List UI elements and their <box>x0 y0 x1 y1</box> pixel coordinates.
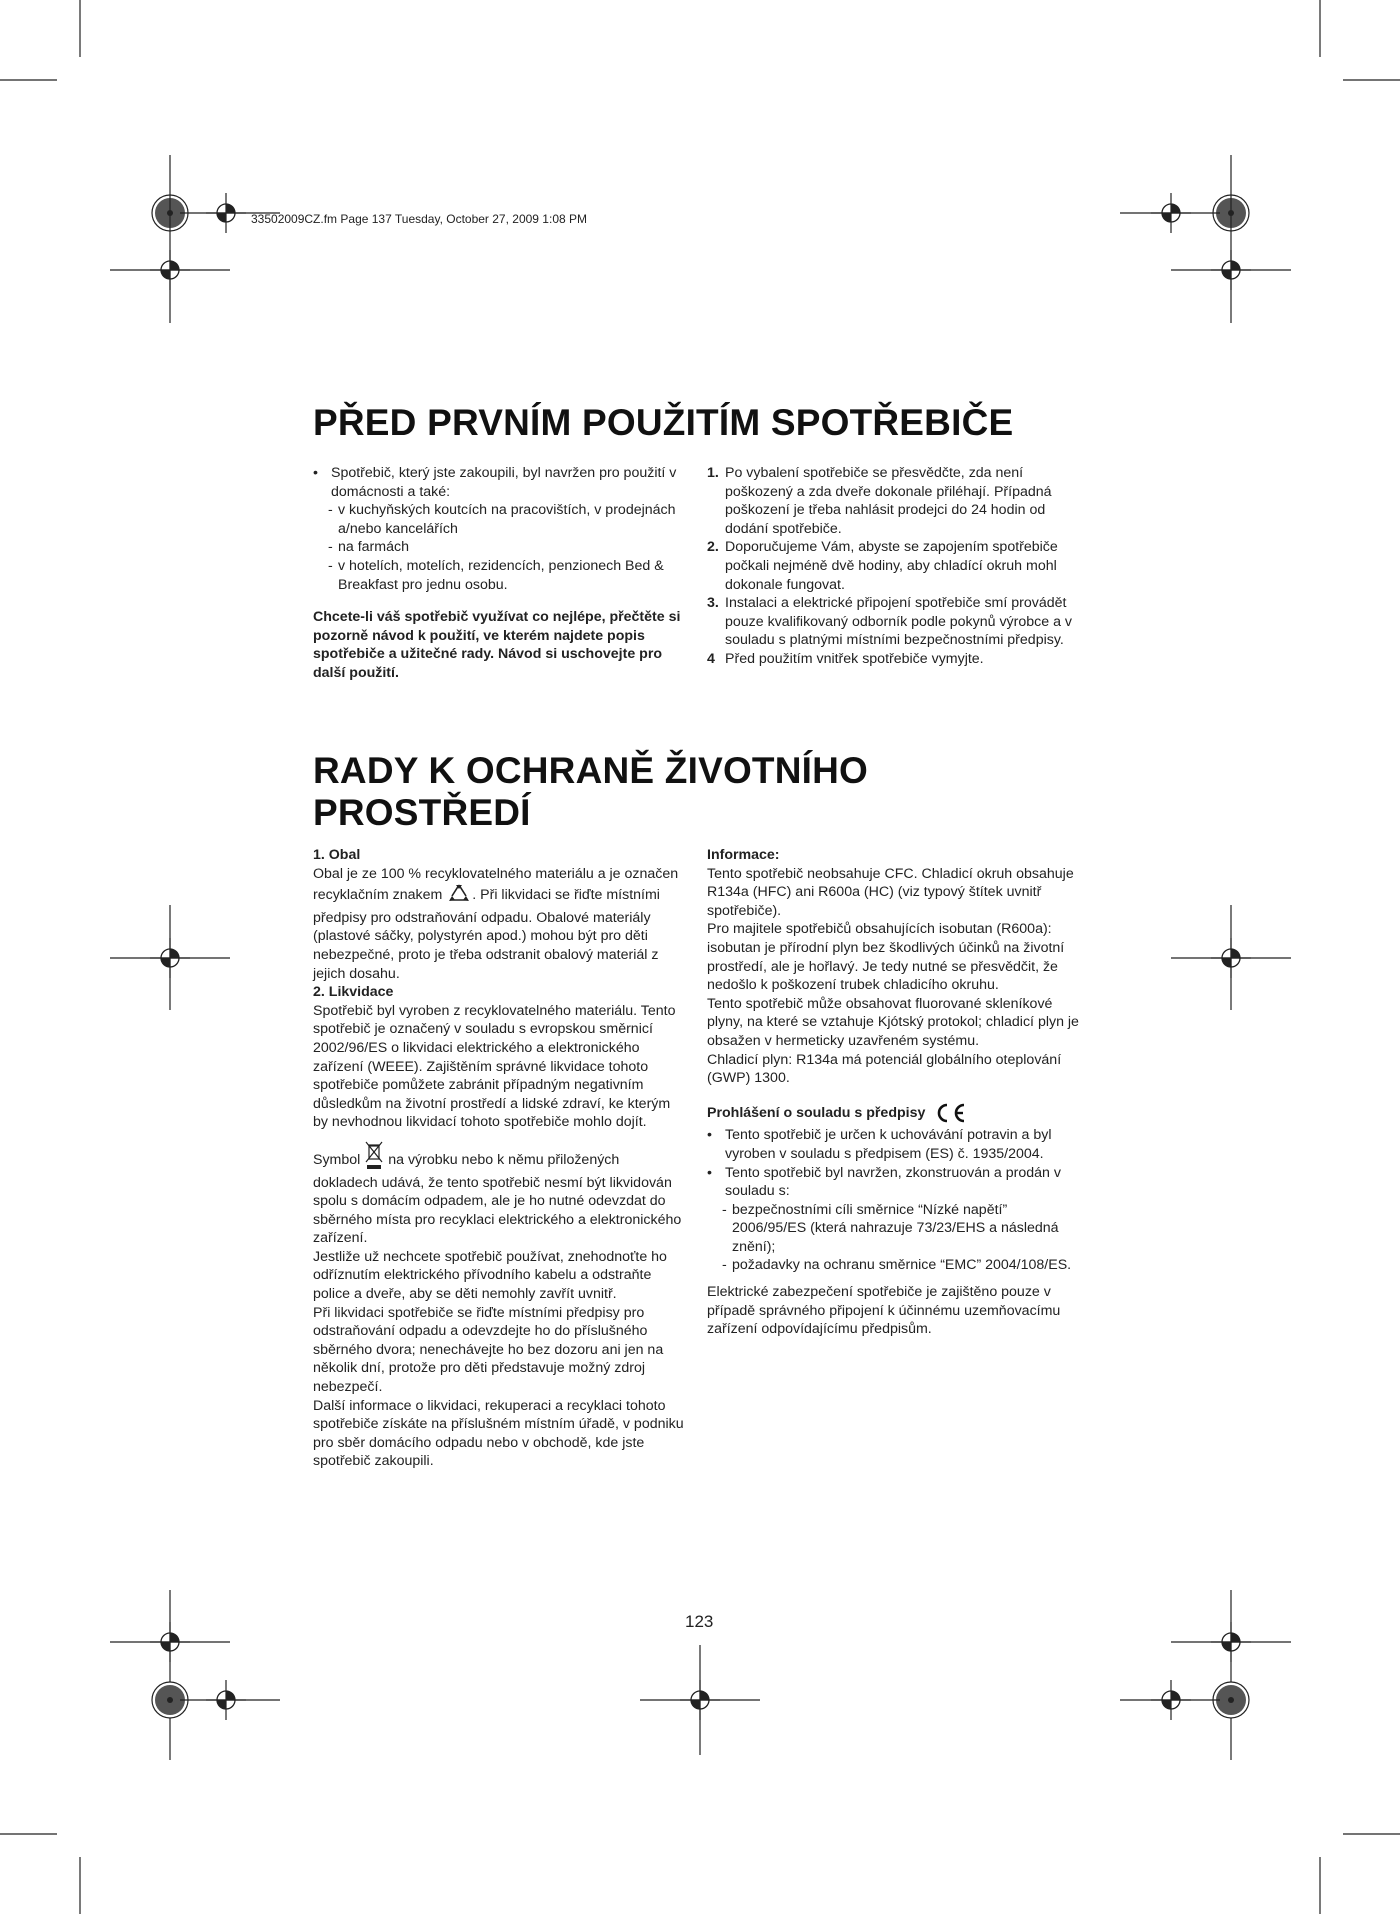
packaging-heading: 1. Obal <box>313 847 361 863</box>
list-item: 1. Po vybalení spotřebiče se přesvědčte, zda není poškozený a zda dveře dokonale přiléhají. Případná poškození je třeba nahlásit prodejci do 24 hodin od dodání spotřebiče. <box>707 465 1052 537</box>
section1-left-column <box>313 464 685 683</box>
information-paragraph: Pro majitele spotřebičů obsahujících isobutan (R600a): isobutan je přírodní plyn bez škodlivých účinků na životní prostředí, ale je hořlavý. Je tedy nutné se přesvědčit, že nedošlo k poškození trubek chladicího okruhu. <box>707 921 1065 994</box>
disposal-heading: 2. Likvidace <box>313 984 394 1001</box>
information-paragraph: Tento spotřebič neobsahuje CFC. Chladicí okruh obsahuje R134a (HFC) ani R600a (HC) (viz typový štítek uvnitř spotřebiče). <box>707 865 1074 919</box>
conformity-heading: Prohlášení o souladu s předpisy <box>707 1102 1079 1127</box>
ce-mark-icon <box>929 1102 967 1127</box>
section2-right-column <box>707 846 1079 1339</box>
more-info-paragraph: Další informace o likvidaci, rekuperaci a recyklaci tohoto spotřebiče získáte na příslušném místním úřadě, v podniku pro sběr domácího odpadu nebo v obchodě, kde jste spotřebič zakoupili. <box>313 1397 684 1470</box>
list-item: 2. Doporučujeme Vám, abyste se zapojením spotřebiče počkali nejméně dvě hodiny, aby chladící okruh mohl dokonale fungovat. <box>707 539 1058 593</box>
electrical-safety-paragraph: Elektrické zabezpečení spotřebiče je zajištěno pouze v případě správného připojení k účinnému uzemňovacímu zařízení odpovídajícímu předpisům. <box>707 1284 1061 1338</box>
list-item: - v hotelích, motelích, rezidencích, penzionech Bed & Breakfast pro jednu osobu. <box>328 557 664 593</box>
usage-advice-paragraph: Chcete-li váš spotřebič využívat co nejlépe, přečtěte si pozorně návod k použití, ve kterém najdete popis spotřebiče a užitečné rady. Návod si uschovejte pro další použití. <box>313 609 681 681</box>
list-item: • Tento spotřebič byl navržen, zkonstruován a prodán v souladu s: <box>707 1164 1061 1200</box>
packaging-paragraph: Obal je ze 100 % recyklovatelného materiálu a je označen recyklačním znakem . Při likvidaci se řiďte místními předpisy pro odstraňování odpadu. Obalové materiály (plastové sáčky, polystyrén apod.) mohou být pro děti nebezpečné, proto je třeba odstranit obalový materiál z jejich dosahu. <box>313 865 679 982</box>
information-heading: Informace: <box>707 847 780 863</box>
section-title-before-first-use: PŘED PRVNÍM POUŽITÍM SPOTŘEBIČE <box>313 402 1014 443</box>
list-item: - bezpečnostními cíli směrnice “Nízké napětí” 2006/95/ES (která nahrazuje 73/23/EHS a následná znění); <box>722 1201 1059 1255</box>
disposal-paragraph: Spotřebič byl vyroben z recyklovatelného materiálu. Tento spotřebič je označený v souladu s evropskou směrnicí 2002/96/ES o likvidaci elektrického a elektronického zařízení (WEEE). Zajištěním správné likvidace tohoto spotřebiče pomůžete zabránit případným negativním důsledkům na životní prostředí a lidské zdraví, ke kterým by nevhodnou likvidací tohoto spotřebiče mohlo dojít. <box>313 1002 676 1131</box>
list-item: 3. Instalaci a elektrické připojení spotřebiče smí provádět pouze kvalifikovaný odborník podle pokynů výrobce a v souladu s platnými místními bezpečnostními předpisy. <box>707 595 1073 649</box>
section1-right-column <box>707 464 1079 669</box>
section-title-environment: RADY K OCHRANĚ ŽIVOTNÍHO PROSTŘEDÍ <box>313 750 869 833</box>
file-info-header: 33502009CZ.fm Page 137 Tuesday, October 27, 2009 1:08 PM <box>251 212 587 226</box>
list-item: - na farmách <box>328 539 409 556</box>
recycle-icon <box>446 883 472 909</box>
list-item: - v kuchyňských koutcích na pracovištích, v prodejnách a/nebo kancelářích <box>328 502 676 537</box>
disable-appliance-paragraph: Jestliže už nechcete spotřebič používat, znehodnoťte ho odříznutím elektrického přívodního kabelu a odstraňte police a dveře, aby se děti nemohly zavřít uvnitř. <box>313 1248 667 1303</box>
page-number: 123 <box>685 1612 714 1631</box>
information-paragraph: Chladicí plyn: R134a má potenciál globálního oteplování (GWP) 1300. <box>707 1051 1062 1087</box>
weee-symbol-paragraph: Symbol na výrobku nebo k němu přiložených dokladech udává, že tento spotřebič nesmí být likvidován spolu s domácím odpadem, ale je ho nutné odevzdat do sběrného místa pro recyklaci elektrického a elektronického zařízení. <box>313 1140 685 1248</box>
section2-left-column <box>313 846 685 1471</box>
information-paragraph: Tento spotřebič může obsahovat fluorované skleníkové plyny, na které se vztahuje Kjótský protokol; chladicí plyn je obsažen v hermeticky uzavřeném systému. <box>707 995 1079 1049</box>
local-rules-paragraph: Při likvidaci spotřebiče se řiďte místními předpisy pro odstraňování odpadu a odevzdejte ho do příslušného sběrného dvora; nenechávejte ho bez dozoru ani jen na několik dní, protože pro děti představuje možný zdroj nebezpečí. <box>313 1304 664 1396</box>
list-item: • Spotřebič, který jste zakoupili, byl navržen pro použití v domácnosti a také: <box>313 465 677 500</box>
list-item: - požadavky na ochranu směrnice “EMC” 2004/108/ES. <box>722 1257 1072 1274</box>
list-item: 4 Před použitím vnitřek spotřebiče vymyjte. <box>707 650 984 667</box>
list-item: • Tento spotřebič je určen k uchovávání potravin a byl vyroben v souladu s předpisem (ES) č. 1935/2004. <box>707 1127 1052 1162</box>
crossed-bin-icon <box>364 1140 384 1174</box>
